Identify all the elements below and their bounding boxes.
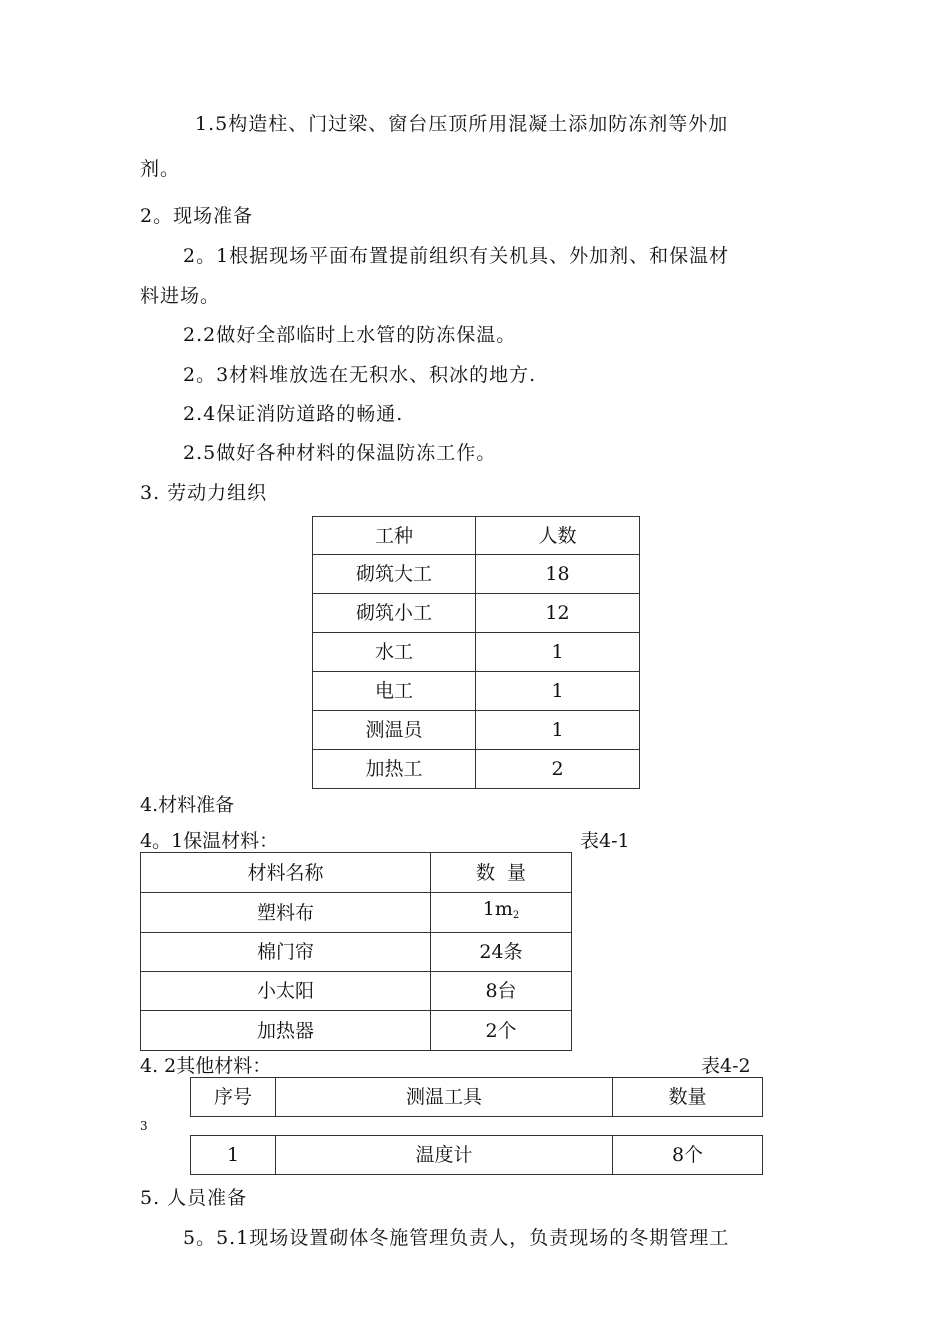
paragraph-2-2: 2.2做好全部临时上水管的防冻保温。 [183,324,517,346]
table-header-row [313,517,640,555]
page-number: 3 [140,1119,148,1133]
table-cell: 1 [476,633,640,672]
quantity-value: 1m [482,898,513,920]
paragraph-1-5-line2: 剂。 [140,158,181,180]
table-cell: 18 [476,555,640,594]
table-cell: 2 [476,750,640,789]
table-cell: 小太阳 [141,972,431,1011]
table-row [141,1011,572,1051]
paragraph-2-1-line1: 2。1根据现场平面布置提前组织有关机具、外加剂、和保温材 [183,245,730,267]
paragraph-5-1: 5。5.1现场设置砌体冬施管理负责人，负责现场的冬期管理工 [183,1227,730,1249]
table-cell: 加热器 [141,1011,431,1051]
table-cell: 水工 [313,633,476,672]
paragraph-2-5: 2.5做好各种材料的保温防冻工作。 [183,442,497,464]
insulation-table [140,852,572,1051]
table-row [313,672,640,711]
table-header-cell: 数量 [613,1078,763,1117]
table-cell: 测温员 [313,711,476,750]
table-cell: 12 [476,594,640,633]
table-cell: 1 [476,711,640,750]
heading-3: 3. 劳动力组织 [140,482,268,504]
other-materials-body-table [190,1135,763,1175]
heading-4-2: 4. 2其他材料： [140,1055,272,1077]
table-cell: 1 [476,672,640,711]
table-cell: 8个 [613,1136,763,1175]
heading-4: 4.材料准备 [140,794,235,816]
paragraph-1-5-line1: 1.5构造柱、门过梁、窗台压顶所用混凝土添加防冻剂等外加 [195,113,729,135]
heading-5: 5. 人员准备 [140,1187,248,1209]
table-row [141,893,572,933]
table-row [141,972,572,1011]
table-cell: 8台 [431,972,572,1011]
table-row [313,750,640,789]
table-header-cell: 材料名称 [141,853,431,893]
unit-superscript: 2 [512,910,520,921]
table-header-cell: 数 量 [431,853,572,893]
table-row [313,594,640,633]
table-header-cell: 人数 [476,517,640,555]
other-materials-header-table [190,1077,763,1117]
table-row [313,711,640,750]
table-cell: 砌筑大工 [313,555,476,594]
paragraph-2-4: 2.4保证消防道路的畅通. [183,403,404,425]
heading-2: 2。现场准备 [140,205,254,227]
table-header-cell: 工种 [313,517,476,555]
labor-table [312,516,640,789]
table-row [141,933,572,972]
heading-4-1: 4。1保温材料： [140,830,279,852]
paragraph-2-3: 2。3材料堆放选在无积水、积冰的地方. [183,364,537,386]
table-row [313,633,640,672]
table-4-1-label: 表4-1 [580,830,630,852]
table-cell: 砌筑小工 [313,594,476,633]
table-header-row [141,853,572,893]
table-row [313,555,640,594]
table-row [191,1136,763,1175]
table-cell: 塑料布 [141,893,431,933]
table-cell: 2个 [431,1011,572,1051]
table-cell: 棉门帘 [141,933,431,972]
table-cell: 1 [191,1136,276,1175]
table-4-2-label: 表4-2 [701,1055,751,1077]
table-header-row [191,1078,763,1117]
table-header-cell: 序号 [191,1078,276,1117]
table-cell: 24条 [431,933,572,972]
table-cell: 加热工 [313,750,476,789]
table-header-cell: 测温工具 [276,1078,613,1117]
table-cell: 电工 [313,672,476,711]
table-cell: 温度计 [276,1136,613,1175]
paragraph-2-1-line2: 料进场。 [140,285,221,307]
table-cell [431,893,572,933]
